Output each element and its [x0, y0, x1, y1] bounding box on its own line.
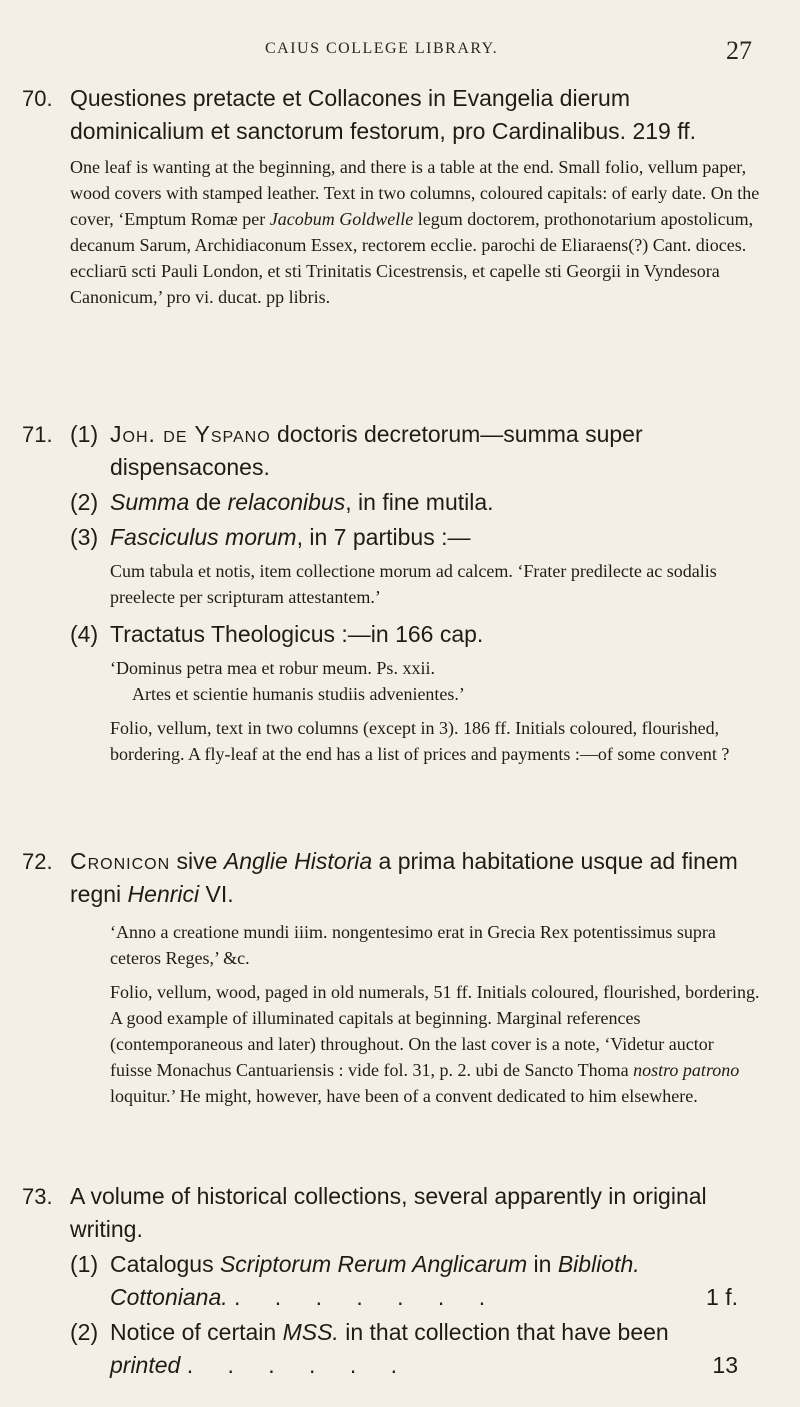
running-head: CAIUS COLLEGE LIBRARY.	[265, 40, 499, 57]
entry-title: Questiones pretacte et Collacones in Evangelia dierum dominicalium et sanctorum festorum, pro Cardinalibus. 219 ff.	[70, 85, 696, 144]
sub-title	[110, 521, 760, 554]
sub-number: (1)	[70, 421, 99, 447]
entry-description	[70, 979, 760, 1109]
entry-72	[22, 845, 760, 1109]
sub-text: in that collection that have been	[338, 1319, 669, 1345]
leader-dots: . . . . . .	[186, 1352, 412, 1378]
sub-item-3	[70, 521, 760, 610]
sub-number: (2)	[70, 489, 99, 515]
sub-title	[110, 418, 760, 484]
desc-italic: nostro patrono	[633, 1060, 740, 1080]
quote-line: Artes et scientie humanis studiis advenientes.’	[132, 684, 465, 704]
title-text: a prima habitatione usque ad finem regni	[70, 848, 738, 907]
sub-text: Catalogus	[110, 1251, 220, 1277]
title-italic: printed	[110, 1352, 181, 1378]
sub-note: Cum tabula et notis, item collectione morum ad calcem. ‘Frater predilecte ac sodalis preelecte per scripturam attestantem.’	[110, 561, 717, 607]
sub-item-4	[70, 618, 760, 767]
folio-count: 13	[712, 1352, 738, 1378]
quote-line: ‘Dominus petra mea et robur meum. Ps. xxii.	[110, 658, 435, 678]
quote-line: ‘Anno a creatione mundi iiim. nongentesimo erat in Grecia Rex potentissimus supra ceteros Reges,’ &c.	[110, 922, 716, 968]
sub-note: Folio, vellum, text in two columns (except in 3). 186 ff. Initials coloured, flourished, bordering. A fly-leaf at the end has a list of prices and payments :—of some convent ?	[110, 718, 730, 764]
title-text: VI.	[199, 881, 234, 907]
sub-text: doctoris decretorum—summa super dispensacones.	[110, 421, 643, 480]
sub-number: (2)	[70, 1319, 99, 1345]
sub-text: , in fine mutila.	[345, 489, 494, 515]
entry-71	[22, 418, 760, 767]
title-italic: Scriptorum Rerum Anglicarum	[219, 1251, 528, 1277]
title-italic: Henrici	[127, 881, 200, 907]
sub-title	[110, 1248, 760, 1314]
sub-number: (1)	[70, 1251, 99, 1277]
title-text: sive	[170, 848, 224, 874]
title-italic: Fasciculus morum	[110, 524, 297, 550]
entry-70	[22, 82, 760, 310]
sub-number: (3)	[70, 524, 99, 550]
title-italic: Anglie Historia	[223, 848, 373, 874]
sub-title	[110, 486, 760, 519]
title-italic: Summa	[110, 489, 190, 515]
desc-text: Folio, vellum, wood, paged in old numerals, 51 ff. Initials coloured, flourished, bordering. A good example of illuminated capitals at beginning. Marginal references (contemporaneous and later) throughout. On the last cover is a note, ‘Videtur auctor fuisse Monachus Cantuariensis : vide fol. 31, p. 2. ubi de Sancto Thoma	[110, 982, 760, 1080]
entry-description	[70, 154, 760, 310]
sub-text: de	[189, 489, 228, 515]
entry-number: 73.	[22, 1184, 53, 1209]
page-number: 27	[726, 36, 752, 65]
sub-text: in	[527, 1251, 558, 1277]
sub-item-2	[70, 1316, 760, 1382]
leader-dots: . . . . . . .	[234, 1284, 500, 1310]
sub-item-2	[70, 486, 760, 519]
folio-count: 1 f.	[706, 1284, 738, 1310]
title-smallcaps: Cronicon	[70, 848, 171, 874]
entry-73	[22, 1180, 760, 1382]
desc-text: legum doctorem, prothonotarium apostolicum, decanum Sarum, Archidiaconum Essex, rectorem ecclie. parochi de Eliaraens(?) Cant. dioces. eccliarū scti Pauli London, et sti Trinitatis Cicestrensis, et capelle sti Georgii in Vyndesora Canonicum,’ pro vi. ducat. pp libris.	[70, 209, 754, 307]
sub-item-1	[70, 1248, 760, 1314]
entry-number: 70.	[22, 86, 53, 111]
entry-number: 71.	[22, 422, 53, 447]
entry-title: A volume of historical collections, several apparently in original writing.	[70, 1183, 707, 1242]
title-italic: MSS.	[282, 1319, 339, 1345]
title-italic: relaconibus	[227, 489, 346, 515]
author-name: Joh. de Yspano	[110, 421, 271, 447]
sub-title: Tractatus Theologicus :—in 166 cap.	[110, 621, 484, 647]
desc-text: One leaf is wanting at the beginning, and there is a table at the end. Small folio, vellum paper, wood covers with stamped leather. Text in two columns, coloured capitals: of early date. On the cover, ‘Emptum Romæ per	[70, 157, 760, 229]
sub-text: Notice of certain	[110, 1319, 283, 1345]
page-header	[0, 36, 800, 66]
entry-number: 72.	[22, 849, 53, 874]
sub-title	[110, 1316, 760, 1382]
entry-title	[70, 845, 760, 911]
sub-text: , in 7 partibus :—	[296, 524, 471, 550]
desc-text: loquitur.’ He might, however, have been of a convent dedicated to him elsewhere.	[110, 1086, 698, 1106]
desc-name: Jacobum Goldwelle	[269, 209, 414, 229]
sub-number: (4)	[70, 621, 99, 647]
sub-item-1	[70, 418, 760, 484]
title-italic: Biblioth. Cottoniana.	[110, 1251, 640, 1310]
